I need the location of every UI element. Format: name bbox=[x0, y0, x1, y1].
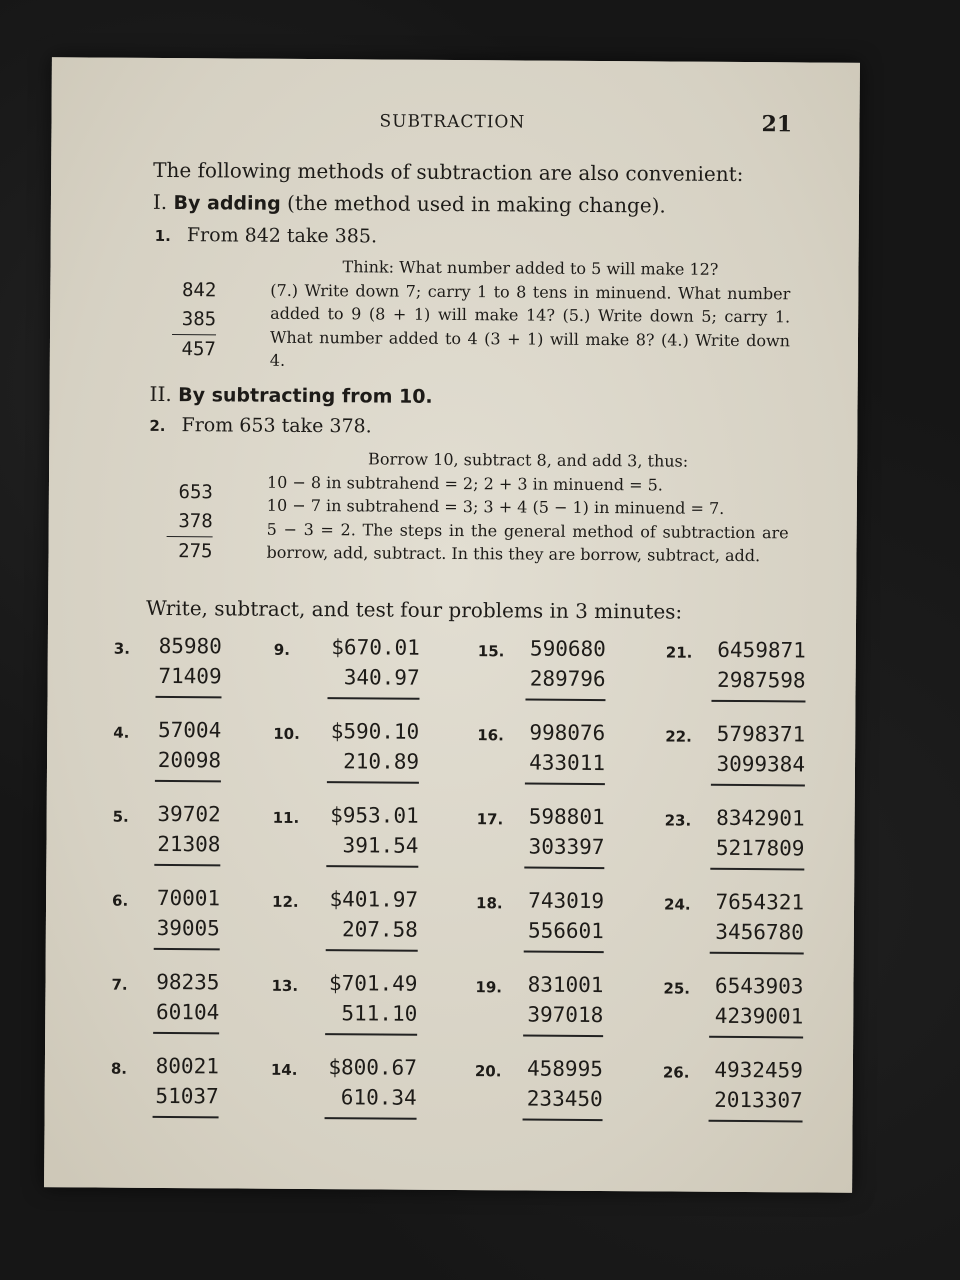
problem-number: 5. bbox=[112, 807, 129, 826]
minuend: 6543903 bbox=[714, 973, 804, 999]
minuend: $670.01 bbox=[331, 635, 420, 660]
problem-number: 1. bbox=[154, 226, 171, 246]
minuend: 598801 bbox=[528, 804, 605, 830]
running-title: SUBTRACTION bbox=[379, 111, 526, 133]
answer-rule bbox=[711, 784, 805, 787]
example-minuend: 653 bbox=[178, 481, 213, 504]
answer-rule bbox=[326, 949, 418, 952]
subtrahend: 391.54 bbox=[342, 833, 419, 858]
subtrahend: 2013307 bbox=[714, 1087, 803, 1113]
problem-item bbox=[475, 972, 604, 1057]
minuend: 85980 bbox=[158, 633, 222, 659]
problem-number: 10. bbox=[273, 724, 300, 743]
answer-rule bbox=[153, 1032, 219, 1034]
problem-number: 4. bbox=[113, 723, 130, 742]
problem-item bbox=[273, 635, 420, 720]
answer-rule bbox=[710, 868, 804, 871]
subtrahend: 71409 bbox=[158, 663, 222, 689]
answer-rule bbox=[325, 1117, 417, 1120]
problem-item bbox=[272, 887, 419, 972]
answer-rule bbox=[325, 1033, 417, 1036]
note-line: Think: What number added to 5 will make 12? bbox=[342, 257, 719, 279]
subtrahend: 2987598 bbox=[717, 667, 806, 693]
example-difference: 457 bbox=[181, 338, 216, 361]
problem-item bbox=[664, 805, 805, 890]
minuend: $590.10 bbox=[330, 719, 420, 744]
answer-rule bbox=[525, 699, 605, 702]
problem-column-2 bbox=[270, 635, 420, 1140]
problem-number: 24. bbox=[663, 895, 691, 914]
minuend: $701.49 bbox=[328, 971, 418, 996]
answer-rule bbox=[154, 948, 220, 950]
minuend: 70001 bbox=[156, 885, 221, 911]
problem-number: 12. bbox=[272, 892, 299, 911]
minuend: 7654321 bbox=[715, 889, 805, 915]
minuend: 80021 bbox=[155, 1053, 219, 1079]
problem-number: 7. bbox=[111, 975, 128, 994]
subtrahend: 20098 bbox=[157, 747, 222, 773]
problem-number: 8. bbox=[110, 1059, 128, 1078]
problem-number: 11. bbox=[272, 808, 300, 827]
answer-rule bbox=[326, 865, 418, 868]
minuend: 5798371 bbox=[716, 721, 806, 747]
minuend: 39702 bbox=[157, 801, 221, 827]
minuend: 98235 bbox=[156, 969, 220, 995]
minuend: 4932459 bbox=[714, 1057, 803, 1083]
subtrahend: 210.89 bbox=[343, 749, 420, 774]
example-2 bbox=[166, 478, 213, 566]
method-one-numeral: I. bbox=[152, 189, 168, 215]
problem-number: 15. bbox=[477, 642, 505, 661]
subtrahend: 556601 bbox=[527, 918, 604, 944]
problem-item bbox=[665, 637, 806, 722]
problem-item bbox=[474, 1056, 603, 1141]
answer-rule bbox=[709, 1120, 803, 1123]
example-difference: 275 bbox=[178, 540, 213, 563]
problem-item bbox=[477, 720, 606, 805]
method-one-note bbox=[270, 255, 791, 376]
minuend: 8342901 bbox=[716, 805, 805, 831]
answer-rule bbox=[523, 1119, 603, 1122]
subtrahend: 511.10 bbox=[341, 1001, 418, 1026]
example-subtrahend: 378 bbox=[167, 507, 213, 537]
problem-number: 26. bbox=[662, 1063, 690, 1082]
problem-item bbox=[663, 973, 804, 1058]
problem-item bbox=[112, 802, 221, 887]
minuend: 57004 bbox=[157, 717, 222, 743]
answer-rule bbox=[153, 1116, 219, 1118]
subtrahend: 21308 bbox=[157, 831, 221, 857]
problem-item bbox=[110, 1054, 219, 1139]
problem-item bbox=[664, 889, 805, 974]
problem-item bbox=[476, 804, 605, 889]
problem-number: 3. bbox=[113, 639, 131, 658]
subtrahend: 4239001 bbox=[714, 1003, 804, 1029]
problem-column-3 bbox=[474, 636, 606, 1141]
problem-number: 6. bbox=[112, 891, 129, 910]
answer-rule bbox=[525, 783, 605, 786]
problem-1 bbox=[155, 224, 377, 248]
answer-rule bbox=[155, 696, 221, 698]
answer-rule bbox=[155, 780, 221, 782]
problem-number: 13. bbox=[271, 976, 299, 995]
method-one-heading bbox=[153, 190, 666, 218]
answer-rule bbox=[327, 697, 419, 700]
problem-number: 14. bbox=[270, 1060, 298, 1079]
method-two-title: By subtracting from 10. bbox=[178, 384, 433, 408]
page-number: 21 bbox=[761, 111, 793, 138]
problem-number: 17. bbox=[476, 810, 504, 829]
problem-2 bbox=[149, 414, 371, 438]
problem-item bbox=[113, 634, 222, 719]
method-one-title: By adding bbox=[173, 192, 281, 215]
problem-number: 2. bbox=[149, 416, 166, 435]
minuend: $953.01 bbox=[330, 803, 419, 828]
minuend: 831001 bbox=[527, 972, 604, 998]
subtrahend: 303397 bbox=[528, 834, 605, 860]
minuend: $800.67 bbox=[328, 1055, 417, 1080]
page-header bbox=[51, 109, 859, 145]
problem-item bbox=[662, 1057, 803, 1142]
problem-number: 9. bbox=[273, 640, 291, 659]
problem-column-1 bbox=[110, 634, 222, 1139]
subtrahend: 289796 bbox=[529, 666, 606, 692]
problem-item bbox=[476, 888, 605, 973]
intro-text: The following methods of subtraction are also convenient: bbox=[153, 157, 744, 187]
problem-item bbox=[113, 718, 222, 803]
example-subtrahend: 385 bbox=[172, 305, 216, 335]
note-line: 10 − 7 in subtrahend = 3; 3 + 4 (5 − 1) in minuend = 7. bbox=[266, 495, 725, 518]
problem-number: 19. bbox=[475, 978, 503, 997]
problem-number: 25. bbox=[663, 979, 691, 998]
answer-rule bbox=[154, 864, 220, 866]
minuend: $401.97 bbox=[329, 887, 419, 912]
problem-item bbox=[665, 721, 806, 806]
note-paragraph: (7.) Write down 7; carry 1 to 8 tens in minuend. What number added to 9 (8 + 1) will make 14? (5.) Write down 5; carry 1. What number added to 4 (3 + 1) will make 8? (4.) Write down 4. bbox=[269, 280, 791, 370]
problem-item bbox=[112, 886, 221, 971]
minuend: 998076 bbox=[529, 720, 606, 746]
minuend: 590680 bbox=[529, 636, 606, 662]
minuend: 743019 bbox=[528, 888, 605, 914]
problem-number: 18. bbox=[475, 894, 503, 913]
subtrahend: 340.97 bbox=[343, 665, 420, 690]
method-two-numeral: II. bbox=[149, 381, 172, 407]
method-two-heading bbox=[150, 382, 433, 408]
problem-item bbox=[271, 971, 418, 1056]
problem-item bbox=[477, 636, 606, 721]
note-line: 10 − 8 in subtrahend = 2; 2 + 3 in minuend = 5. bbox=[266, 472, 663, 494]
answer-rule bbox=[709, 1036, 803, 1039]
minuend: 6459871 bbox=[717, 637, 806, 663]
book-page bbox=[44, 57, 860, 1193]
answer-rule bbox=[710, 952, 804, 955]
note-paragraph: 5 − 3 = 2. The steps in the general method of subtraction are borrow, add, subtract. In this they are borrow, subtract, add. bbox=[266, 519, 789, 566]
problem-number: 16. bbox=[477, 726, 504, 745]
example-minuend: 842 bbox=[181, 279, 217, 302]
subtrahend: 397018 bbox=[527, 1002, 604, 1028]
subtrahend: 51037 bbox=[155, 1083, 219, 1109]
problem-item bbox=[270, 1055, 417, 1140]
subtrahend: 3456780 bbox=[715, 919, 804, 945]
problem-number: 20. bbox=[474, 1062, 502, 1081]
subtrahend: 433011 bbox=[529, 750, 606, 776]
subtrahend: 233450 bbox=[526, 1086, 603, 1112]
answer-rule bbox=[523, 1035, 603, 1038]
answer-rule bbox=[327, 781, 419, 784]
subtrahend: 207.58 bbox=[341, 917, 418, 942]
problem-number: 23. bbox=[664, 811, 692, 830]
subtrahend: 39005 bbox=[156, 915, 220, 941]
problem-item bbox=[111, 970, 220, 1055]
answer-rule bbox=[711, 700, 805, 703]
problem-item bbox=[273, 719, 420, 804]
problem-number: 22. bbox=[665, 727, 692, 746]
problem-text: From 842 take 385. bbox=[186, 224, 378, 248]
answer-rule bbox=[524, 867, 604, 870]
subtrahend: 60104 bbox=[155, 999, 220, 1025]
answer-rule bbox=[524, 951, 604, 954]
subtrahend: 3099384 bbox=[716, 751, 806, 777]
method-two-note bbox=[266, 447, 789, 568]
subtrahend: 5217809 bbox=[715, 835, 805, 861]
subtrahend: 610.34 bbox=[340, 1085, 417, 1110]
problem-number: 21. bbox=[665, 643, 693, 662]
problem-text: From 653 take 378. bbox=[181, 414, 372, 438]
problem-column-4 bbox=[662, 637, 806, 1142]
note-line: Borrow 10, subtract 8, and add 3, thus: bbox=[368, 449, 689, 471]
drill-heading: Write, subtract, and test four problems in 3 minutes: bbox=[146, 595, 683, 624]
example-1 bbox=[172, 276, 217, 364]
minuend: 458995 bbox=[526, 1056, 603, 1082]
method-one-subtitle: (the method used in making change). bbox=[287, 190, 666, 218]
problem-item bbox=[272, 803, 419, 888]
